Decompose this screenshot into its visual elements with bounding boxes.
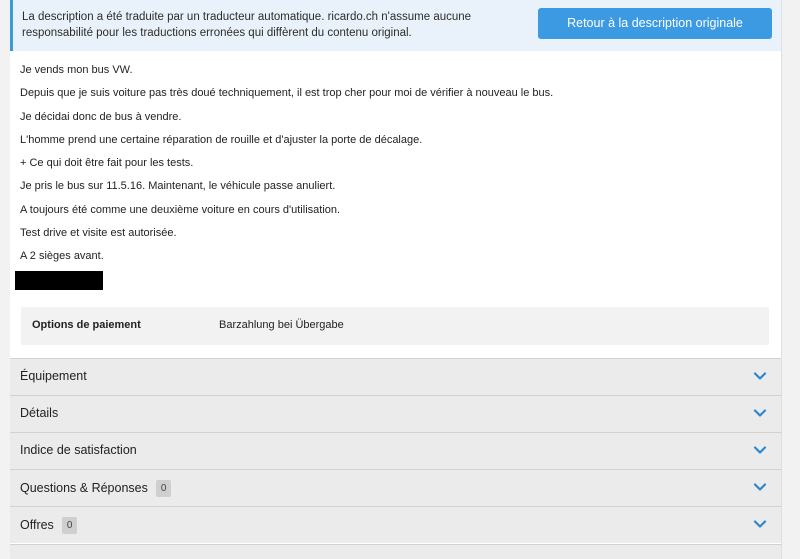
accordion-label xyxy=(20,517,77,534)
accordion-label xyxy=(20,480,171,497)
accordion-questions[interactable] xyxy=(10,469,781,506)
accordion-label-text: Offres xyxy=(20,517,54,532)
accordion-label: Indice de satisfaction xyxy=(20,443,137,457)
translation-banner xyxy=(10,0,781,51)
chevron-down-icon[interactable] xyxy=(753,480,767,494)
redacted-block xyxy=(15,271,103,290)
count-badge: 0 xyxy=(62,517,78,534)
description-line: Test drive et visite est autorisée. xyxy=(20,227,177,240)
accordion-satisfaction[interactable] xyxy=(10,432,781,469)
accordion-label-text: Questions & Réponses xyxy=(20,480,148,495)
accordion-partial[interactable] xyxy=(10,544,781,559)
translation-notice: La description a été traduite par un traducteur automatique. ricardo.ch n'assume aucune responsabilité pour les traductions erronées qui diffèrent du contenu original. xyxy=(22,11,472,39)
payment-options-box xyxy=(21,307,769,345)
description-line: L'homme prend une certaine réparation de rouille et d'ajuster la porte de décalage. xyxy=(20,133,423,146)
payment-options-value: Barzahlung bei Übergabe xyxy=(219,319,344,331)
chevron-down-icon[interactable] xyxy=(753,517,767,531)
description-line: A toujours été comme une deuxième voiture en cours d'utilisation. xyxy=(20,203,341,216)
description-line: Je pris le bus sur 11.5.16. Maintenant, le véhicule passe anuliert. xyxy=(20,180,336,193)
accordion-label: Détails xyxy=(20,406,59,420)
accordion-equipment[interactable] xyxy=(10,358,781,395)
description-line: + Ce qui doit être fait pour les tests. xyxy=(20,157,194,170)
accordion-details[interactable] xyxy=(10,395,781,432)
description-line: A 2 sièges avant. xyxy=(20,250,104,263)
show-original-description-button[interactable]: Retour à la description originale xyxy=(538,8,772,39)
description-line: Je décidai donc de bus à vendre. xyxy=(20,110,182,123)
count-badge: 0 xyxy=(156,480,172,497)
accordion-label: Équipement xyxy=(20,369,87,383)
accordion-offers[interactable] xyxy=(10,506,781,543)
payment-options-label: Options de paiement xyxy=(32,319,141,331)
description-line: Je vends mon bus VW. xyxy=(20,64,133,76)
chevron-down-icon[interactable] xyxy=(753,406,767,420)
chevron-down-icon[interactable] xyxy=(753,443,767,457)
item-description xyxy=(20,62,760,272)
description-line: Depuis que je suis voiture pas très doué techniquement, il est trop cher pour moi de vérifier à nouveau le bus. xyxy=(20,87,554,100)
chevron-down-icon[interactable] xyxy=(753,369,767,383)
